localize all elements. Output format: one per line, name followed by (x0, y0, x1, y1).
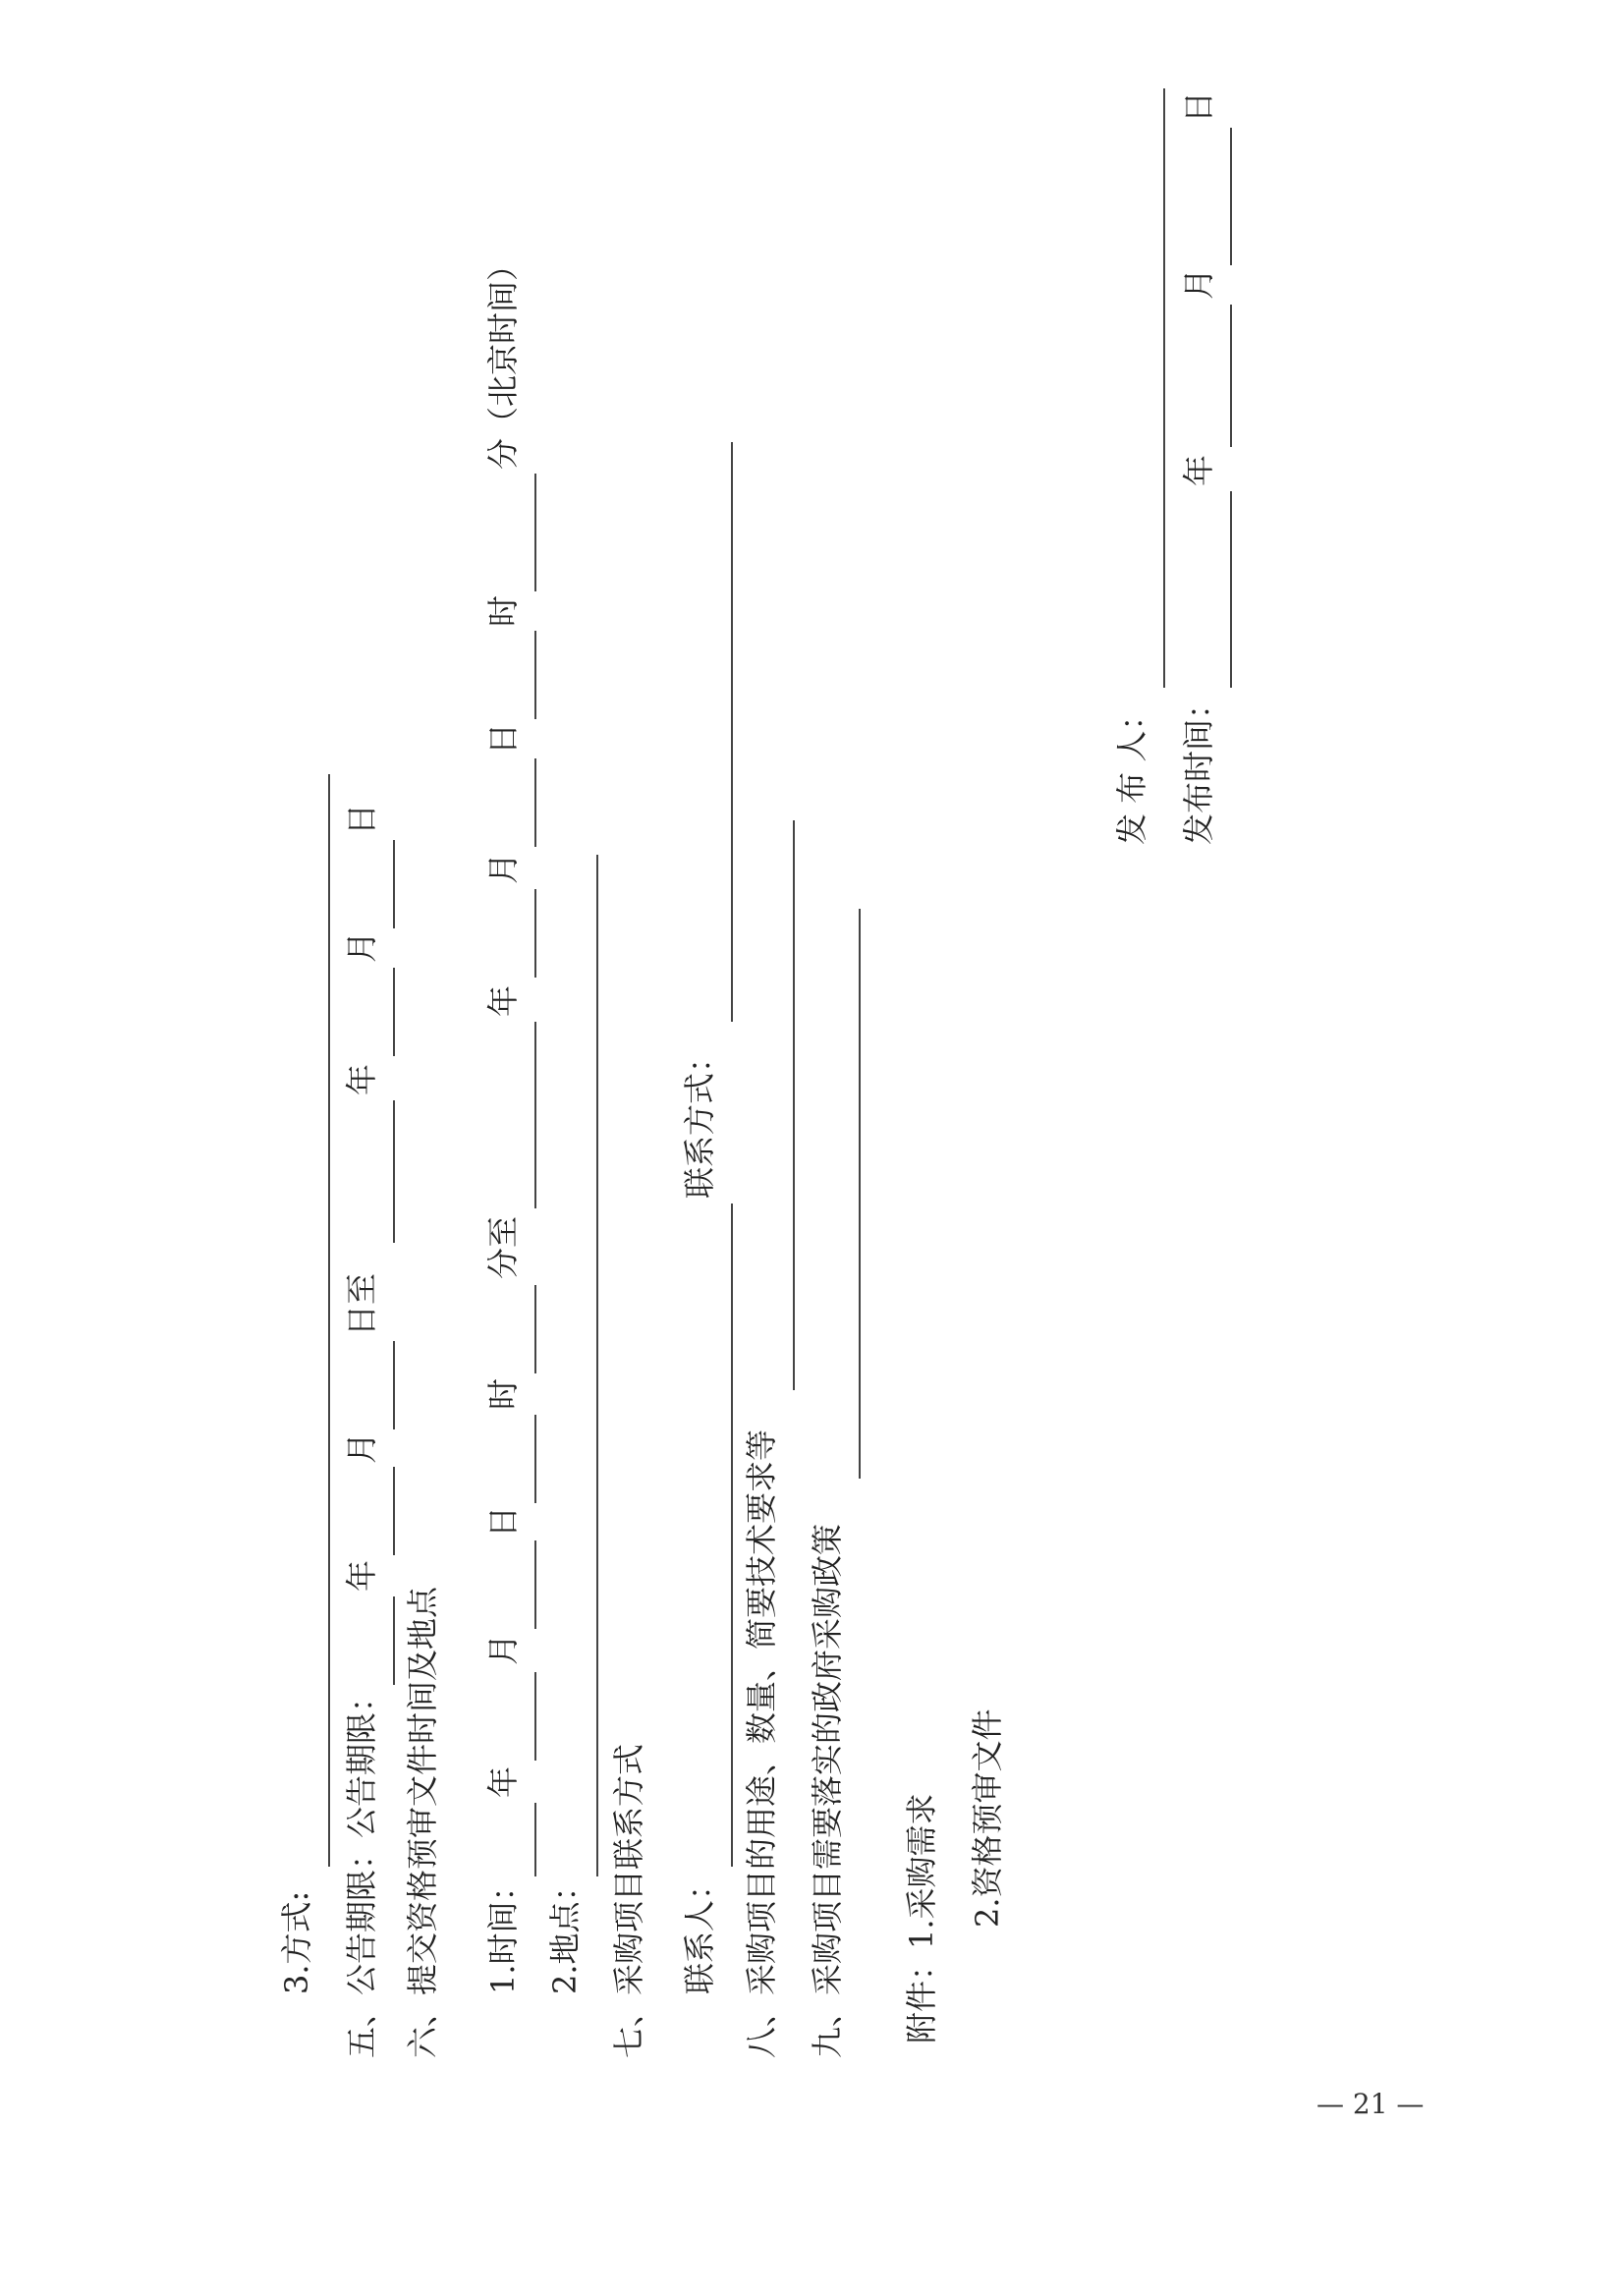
blank-line (709, 442, 733, 1022)
method-line (307, 774, 330, 1867)
contact-heading: 七、采购项目联系方式 (610, 1743, 647, 2058)
day-label-2: 日 (484, 722, 522, 755)
blank-line (1208, 491, 1232, 688)
policy-label: 九、采购项目需要落实的政府采购政策 (809, 1523, 846, 2058)
attachment-1-label: 附件：1.采购需求 (903, 1793, 940, 2043)
contact-person-label: 联系人： (681, 1868, 718, 1994)
year-label: 年 (1180, 454, 1217, 486)
blank-line (513, 1672, 536, 1761)
blank-line (371, 840, 395, 928)
blank-line (771, 820, 795, 1390)
submission-heading: 六、提交资格预审文件时间及地点 (404, 1586, 441, 2058)
blank-line (513, 1540, 536, 1629)
month-label-2: 月 (484, 852, 522, 884)
minute-beijing-label: 分（北京时间） (484, 249, 522, 470)
month-label: 月 (484, 1633, 522, 1665)
blank-line (513, 1803, 536, 1876)
month-label: 月 (1180, 267, 1217, 300)
blank-line (513, 1022, 536, 1208)
contact-method-label: 联系方式： (681, 1040, 718, 1199)
blank-line (513, 1415, 536, 1503)
day-label: 日 (1180, 90, 1217, 123)
blank-line (371, 1596, 395, 1685)
blank-line (513, 758, 536, 847)
blank-line (709, 1203, 733, 1867)
year-label-2: 年 (484, 984, 522, 1017)
page-number: — 21 — (1316, 2088, 1425, 2120)
day-label-2: 日 (343, 803, 380, 835)
blank-line (513, 474, 536, 591)
minute-to-label: 分至 (484, 1215, 522, 1279)
time-label: 1.时间： (484, 1870, 522, 1994)
year-label-2: 年 (343, 1063, 380, 1095)
blank-line (371, 1341, 395, 1429)
method-label: 3.方式: (278, 1890, 315, 1994)
hour-label-2: 时 (484, 594, 522, 627)
purpose-label: 八、采购项目的用途、数量、简要技术要求等 (743, 1428, 780, 2058)
blank-line (1208, 305, 1232, 447)
location-label: 2.地点： (546, 1870, 584, 1994)
year-label: 年 (484, 1765, 522, 1798)
blank-line (513, 889, 536, 978)
attachment-2-label: 2.资格预审文件 (969, 1708, 1006, 1928)
month-label: 月 (343, 1431, 380, 1464)
publisher-label: 发 布 人： (1113, 699, 1150, 845)
day-to-label: 日至 (343, 1272, 380, 1336)
blank-line (371, 1467, 395, 1555)
hour-label: 时 (484, 1377, 522, 1410)
announcement-period-label: 五、公告期限：公告期限： (343, 1680, 380, 2058)
blank-line (513, 1285, 536, 1373)
publish-date-label: 发布时间： (1180, 687, 1217, 845)
month-label-2: 月 (343, 930, 380, 963)
location-line (575, 855, 598, 1876)
day-label: 日 (484, 1505, 522, 1538)
blank-line (837, 909, 861, 1479)
blank-line (513, 631, 536, 719)
blank-line (371, 1100, 395, 1243)
blank-line (371, 968, 395, 1056)
year-label: 年 (343, 1559, 380, 1592)
blank-line (1208, 128, 1232, 265)
blank-line (1142, 88, 1165, 688)
